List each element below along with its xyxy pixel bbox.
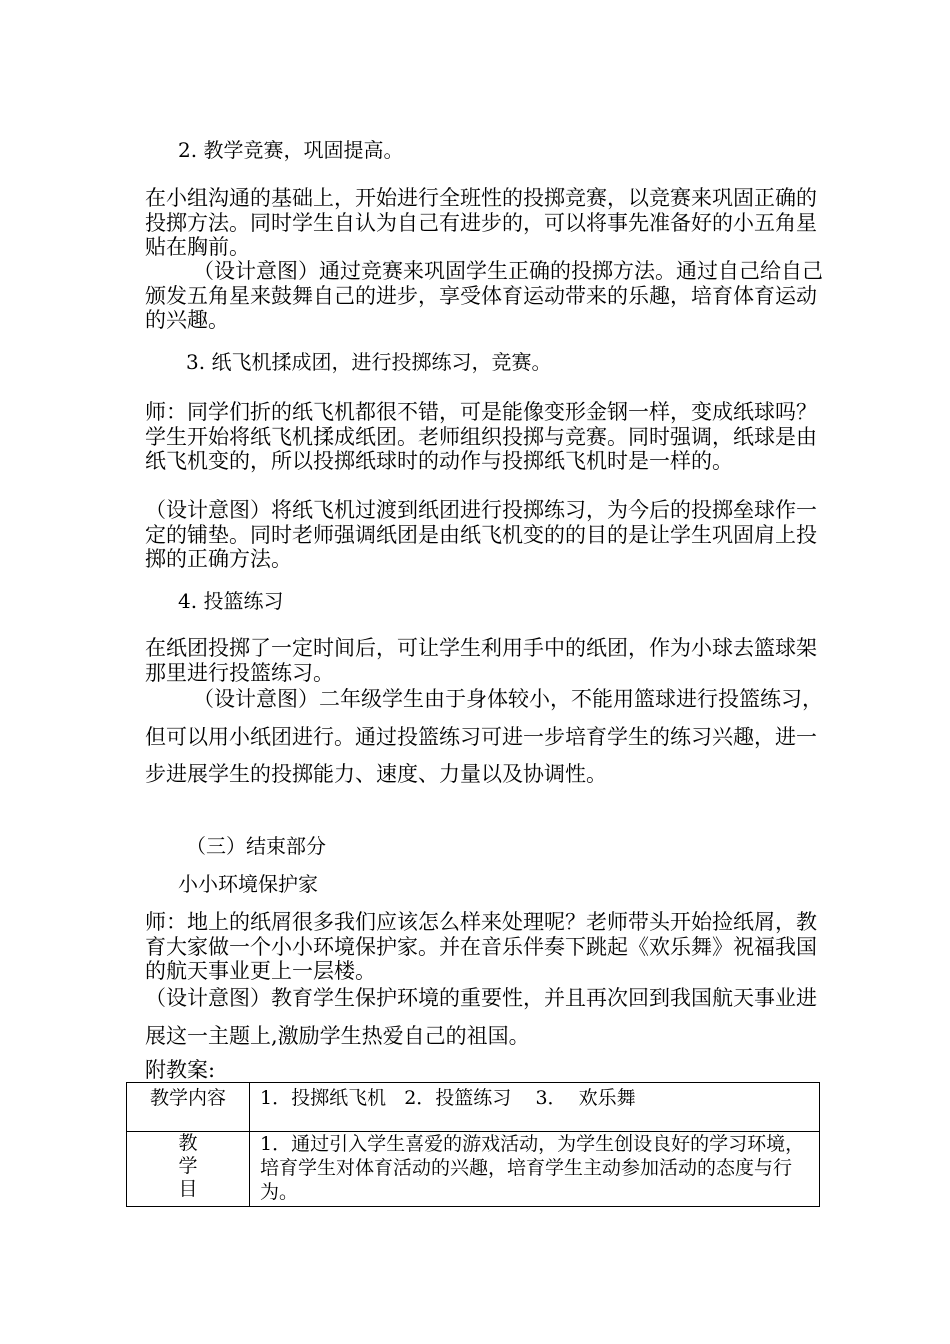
section-4-intent [145,681,825,794]
vertical-label-char: 学 [178,1155,198,1177]
section-4-body: 在纸团投掷了一定时间后，可让学生利用手中的纸团，作为小球去篮球架那里进行投篮练习。 [145,636,817,685]
ending-body: 师：地上的纸屑很多我们应该怎么样来处理呢？老师带头开始捡纸屑，教育大家做一个小小环境保护家。并在音乐伴奏下跳起《欢乐舞》祝福我国的航天事业更上一层楼。 [145,910,817,983]
table-row [127,1132,820,1207]
teaching-goal-text: 1．通过引入学生喜爱的游戏活动，为学生创设良好的学习环境，培育学生对体育活动的兴趣，培育学生主动参加活动的态度与行为。 [260,1133,805,1203]
section-4-intent-text: （设计意图）二年级学生由于身体较小，不能用篮球进行投篮练习，但可以用小纸团进行。通过投篮练习可进一步培育学生的练习兴趣，进一步进展学生的投掷能力、速度、力量以及协调性。 [145,687,823,786]
ending-subheading: 小小环境保护家 [178,872,318,896]
vertical-label-char: 目 [178,1178,198,1200]
table-row [127,1083,820,1132]
teaching-content-text: 1．投掷纸飞机 2．投篮练习 3． 欢乐舞 [260,1087,636,1109]
section-2-intent-text: （设计意图）通过竞赛来巩固学生正确的投掷方法。通过自己给自己颁发五角星来鼓舞自己的进步，享受体育运动带来的乐趣，培育体育运动的兴趣。 [145,259,823,332]
section-3-heading: 3. 纸飞机揉成团，进行投掷练习，竞赛。 [186,350,552,374]
section-2-body: 在小组沟通的基础上，开始进行全班性的投掷竞赛，以竞赛来巩固正确的投掷方法。同时学生自认为自己有进步的，可以将事先准备好的小五角星贴在胸前。 [145,186,817,259]
lesson-plan-table [126,1082,820,1207]
section-3-intent: （设计意图）将纸飞机过渡到纸团进行投掷练习，为今后的投掷垒球作一定的铺垫。同时老师强调纸团是由纸飞机变的的目的是让学生巩固肩上投掷的正确方法。 [145,498,817,571]
teaching-content-cell [250,1083,820,1132]
appendix-label: 附教案: [145,1058,216,1082]
teaching-goal-label-cell [127,1132,250,1207]
section-2-intent [145,259,825,333]
vertical-label-char: 教 [178,1132,198,1154]
teaching-content-label: 教学内容 [149,1087,226,1109]
section-3-body: 师：同学们折的纸飞机都很不错，可是能像变形金钢一样，变成纸球吗？学生开始将纸飞机揉成纸团。老师组织投掷与竞赛。同时强调，纸球是由纸飞机变的，所以投掷纸球时的动作与投掷纸飞机时是一样的。 [145,400,817,473]
section-2-heading: 2. 教学竞赛，巩固提高。 [178,138,404,162]
section-4-heading: 4. 投篮练习 [178,589,284,613]
ending-intent: （设计意图）教育学生保护环境的重要性，并且再次回到我国航天事业进展这一主题上,激励学生热爱自己的祖国。 [145,986,817,1048]
teaching-goal-cell [250,1132,820,1207]
ending-heading: （三）结束部分 [186,834,326,858]
teaching-content-label-cell [127,1083,250,1132]
